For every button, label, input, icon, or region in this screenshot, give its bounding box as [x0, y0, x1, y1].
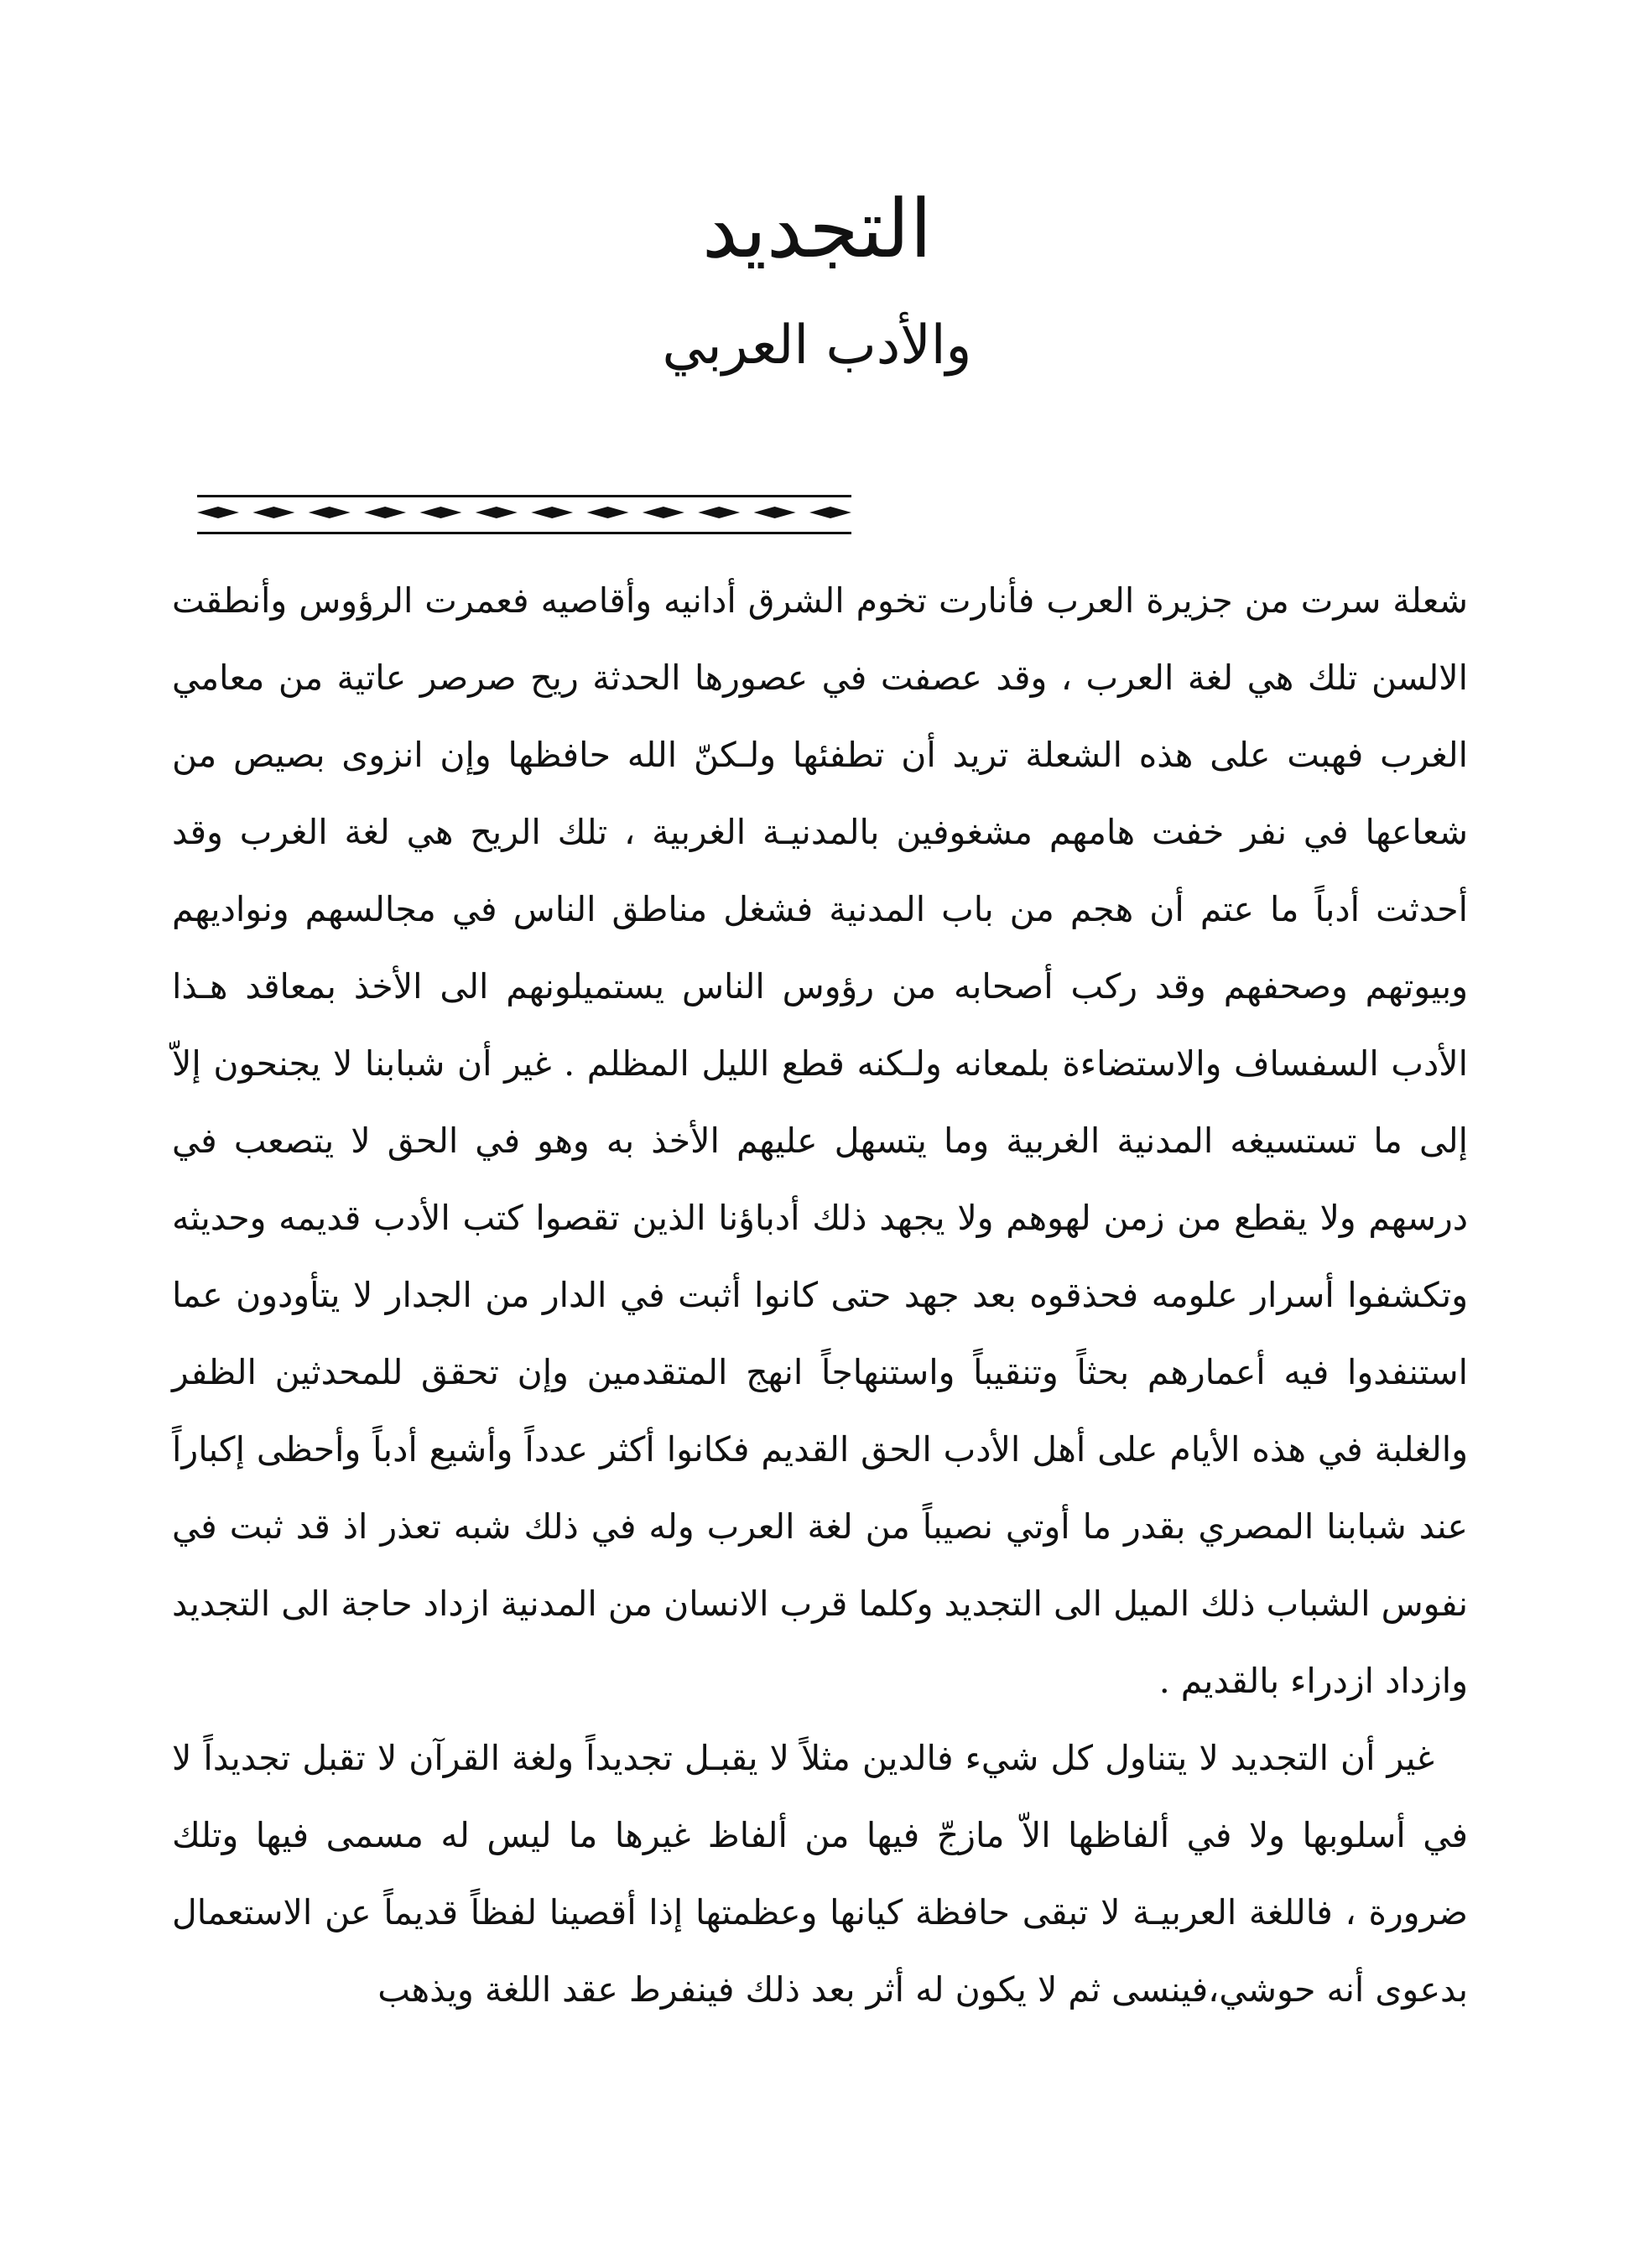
diamond-ornament — [531, 507, 573, 518]
diamond-ornament — [643, 507, 684, 518]
divider-rule-bottom — [197, 532, 851, 534]
diamond-ornament — [309, 507, 351, 518]
divider-rule-top — [197, 495, 851, 497]
diamond-ornament — [419, 507, 461, 518]
diamond-ornament — [587, 507, 629, 518]
diamond-ornament — [754, 507, 796, 518]
divider-diamond-row — [197, 507, 851, 522]
diamond-ornament — [197, 507, 239, 518]
diamond-ornament — [809, 507, 851, 518]
page-title: التجديد — [701, 182, 933, 276]
diamond-ornament — [698, 507, 740, 518]
paragraph: غير أن التجديد لا يتناول كل شيء فالدين مثلاً لا يقبـل تجديداً ولغة القرآن لا تقبل تجديداً لا في أسلوبها ولا في ألفاظها الاّ مازجّ فيها من ألفاظ غيرها ما ليس له مسمى فيها وتلك ضرورة ، فاللغة العربيـة لا تبقى حافظة كيانها وعظمتها إذا أقصينا لفظاً قديماً عن الاستعمال بدعوى أنه حوشي،فينسى ثم لا يكون له أثر بعد ذلك فينفرط عقد اللغة ويذهب — [172, 1738, 1468, 2010]
diamond-ornament — [252, 507, 294, 518]
decorative-divider — [197, 495, 851, 537]
paragraph: شعلة سرت من جزيرة العرب فأنارت تخوم الشرق أدانيه وأقاصيه فعمرت الرؤوس وأنطقت الالسن تلك هي لغة العرب ، وقد عصفت في عصورها الحدثة ريح صرصر عاتية من معامي الغرب فهبت على هذه الشعلة تريد أن تطفئها ولـكنّ الله حافظها وإن انزوى بصيص من شعاعها في نفر خفت هامهم مشغوفين بالمدنيـة الغربية ، تلك الريح هي لغة الغرب وقد أحدثت أدباً ما عتم أن هجم من باب المدنية فشغل مناطق الناس في مجالسهم ونواديهم وبيوتهم وصحفهم وقد ركب أصحابه من رؤوس الناس يستميلونهم الى الأخذ بمعاقد هـذا الأدب السفساف والاستضاءة بلمعانه ولـكنه قطع الليل المظلم . غير أن شبابنا لا يجنحون إلاّ إلى ما تستسيغه المدنية الغربية وما يتسهل عليهم الأخذ به وهو في الحق لا يتصعب في درسهم ولا يقطع من زمن لهوهم ولا يجهد ذلك أدباؤنا الذين تقصوا كتب الأدب قديمه وحديثه وتكشفوا أسرار علومه فحذقوه بعد جهد حتى كانوا أثبت في الدار من الجدار لا يتأودون عما استنفدوا فيه أعمارهم بحثاً وتنقيباً واستنهاجاً انهج المتقدمين وإن تحقق للمحدثين الظفر والغلبة في هذه الأيام على أهل الأدب الحق القديم فكانوا أكثر عدداً وأشيع أدباً وأحظى إكباراً عند شبابنا المصري بقدر ما أوتي نصيباً من لغة العرب وله في ذلك شبه تعذر اذ قد ثبت في نفوس الشباب ذلك الميل الى التجديد وكلما قرب الانسان من المدنية ازداد حاجة الى التجديد وازداد ازدراء بالقديم . — [172, 580, 1468, 1701]
page-subtitle: والأدب العربي — [662, 315, 972, 377]
diamond-ornament — [364, 507, 406, 518]
article-body — [172, 562, 1468, 2028]
diamond-ornament — [476, 507, 518, 518]
